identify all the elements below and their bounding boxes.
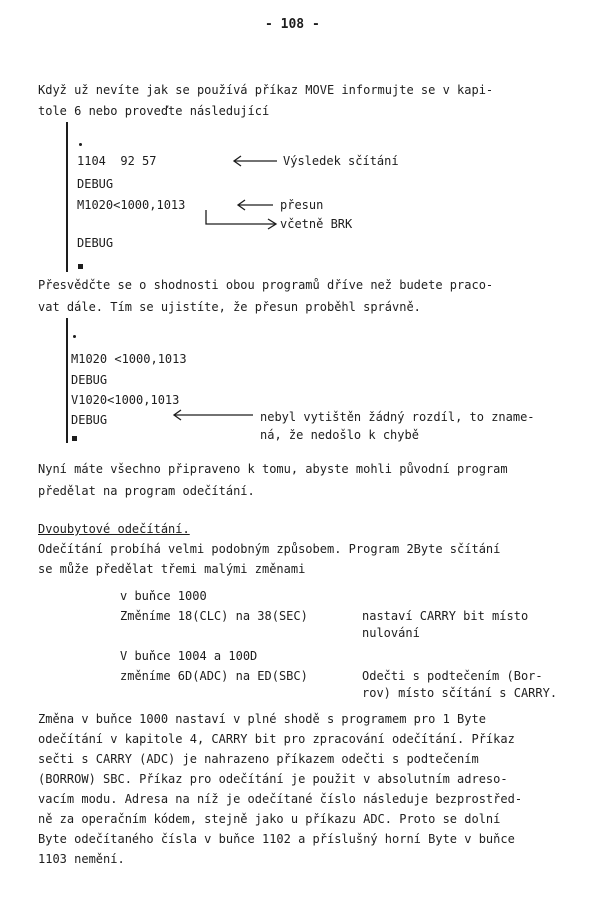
box2-annotation-1: nebyl vytištěn žádný rozdíl, to zname- [260, 410, 535, 424]
box1-line-3: M1020<1000,1013 [77, 198, 186, 212]
box2-left-bar [66, 318, 68, 443]
change2-note-2: rov) místo sčítání s CARRY. [362, 686, 558, 700]
box2-cursor-square [72, 436, 77, 441]
final-line-5: vacím modu. Adresa na níž je odečítané číslo následuje bezprostřed- [38, 792, 523, 806]
final-line-6: ně za operačním kódem, stejně jako u příkazu ADC. Proto se dolní [38, 812, 501, 826]
box1-line-1: 1104 92 57 [77, 154, 157, 168]
final-line-4: (BORROW) SBC. Příkaz pro odečítání je použit v absolutním adreso- [38, 772, 508, 786]
box1-annotation-brk: včetně BRK [280, 217, 353, 231]
section-line-2: se může předělat třemi malými změnami [38, 562, 306, 576]
change1-note-1: nastaví CARRY bit místo [362, 609, 529, 623]
section-line-1: Odečítání probíhá velmi podobným způsobem. Program 2Byte sčítání [38, 542, 501, 556]
section-heading: Dvoubytové odečítání. [38, 522, 190, 536]
box1-annotation-move: přesun [280, 198, 324, 212]
final-line-8: 1103 nemění. [38, 852, 125, 866]
box1-cursor-square [78, 264, 83, 269]
intro-line-1: Když už nevíte jak se používá příkaz MOVE informujte se v kapi- [38, 83, 494, 97]
final-line-3: sečti s CARRY (ADC) je nahrazeno příkazem odečti s podtečením [38, 752, 479, 766]
box2-line-4: DEBUG [71, 413, 108, 427]
box2-line-3: V1020<1000,1013 [71, 393, 180, 407]
box1-line-2: DEBUG [77, 177, 114, 191]
para2-line-2: vat dále. Tím se ujistíte, že přesun proběhl správně. [38, 300, 421, 314]
change2-instruction: změníme 6D(ADC) na ED(SBC) [120, 669, 308, 683]
change1-note-2: nulování [362, 626, 420, 640]
box2-arrow-note [172, 409, 254, 421]
box2-line-1: M1020 <1000,1013 [71, 352, 187, 366]
box1-prompt-dot [79, 143, 82, 146]
change1-instruction: Změníme 18(CLC) na 38(SEC) [120, 609, 308, 623]
final-line-2: odečítání v kapitole 4, CARRY bit pro zpracování odečítání. Příkaz [38, 732, 515, 746]
box1-left-bar [66, 122, 68, 272]
para3-line-1: Nyní máte všechno připraveno k tomu, abyste mohli původní program [38, 462, 508, 476]
change1-cell: v buňce 1000 [120, 589, 207, 603]
para3-line-2: předělat na program odečítání. [38, 484, 255, 498]
final-line-7: Byte odečítaného čísla v buňce 1102 a příslušný horní Byte v buňce [38, 832, 515, 846]
final-line-1: Změna v buňce 1000 nastaví v plné shodě s programem pro 1 Byte [38, 712, 486, 726]
intro-line-2: tole 6 nebo proveďte následující [38, 104, 270, 118]
page-number: - 108 - [265, 17, 320, 32]
box1-arrow-brk [204, 210, 278, 230]
box1-line-4: DEBUG [77, 236, 114, 250]
para2-line-1: Přesvědčte se o shodnosti obou programů dříve než budete praco- [38, 278, 494, 292]
box1-annotation-sum: Výsledek sčítání [283, 154, 399, 168]
change2-cell: V buňce 1004 a 100D [120, 649, 258, 663]
box2-line-2: DEBUG [71, 373, 108, 387]
change2-note-1: Odečti s podtečením (Bor- [362, 669, 543, 683]
box2-annotation-2: ná, že nedošlo k chybě [260, 428, 419, 442]
box2-prompt-dot [73, 335, 76, 338]
box1-arrow-sum [232, 155, 278, 167]
